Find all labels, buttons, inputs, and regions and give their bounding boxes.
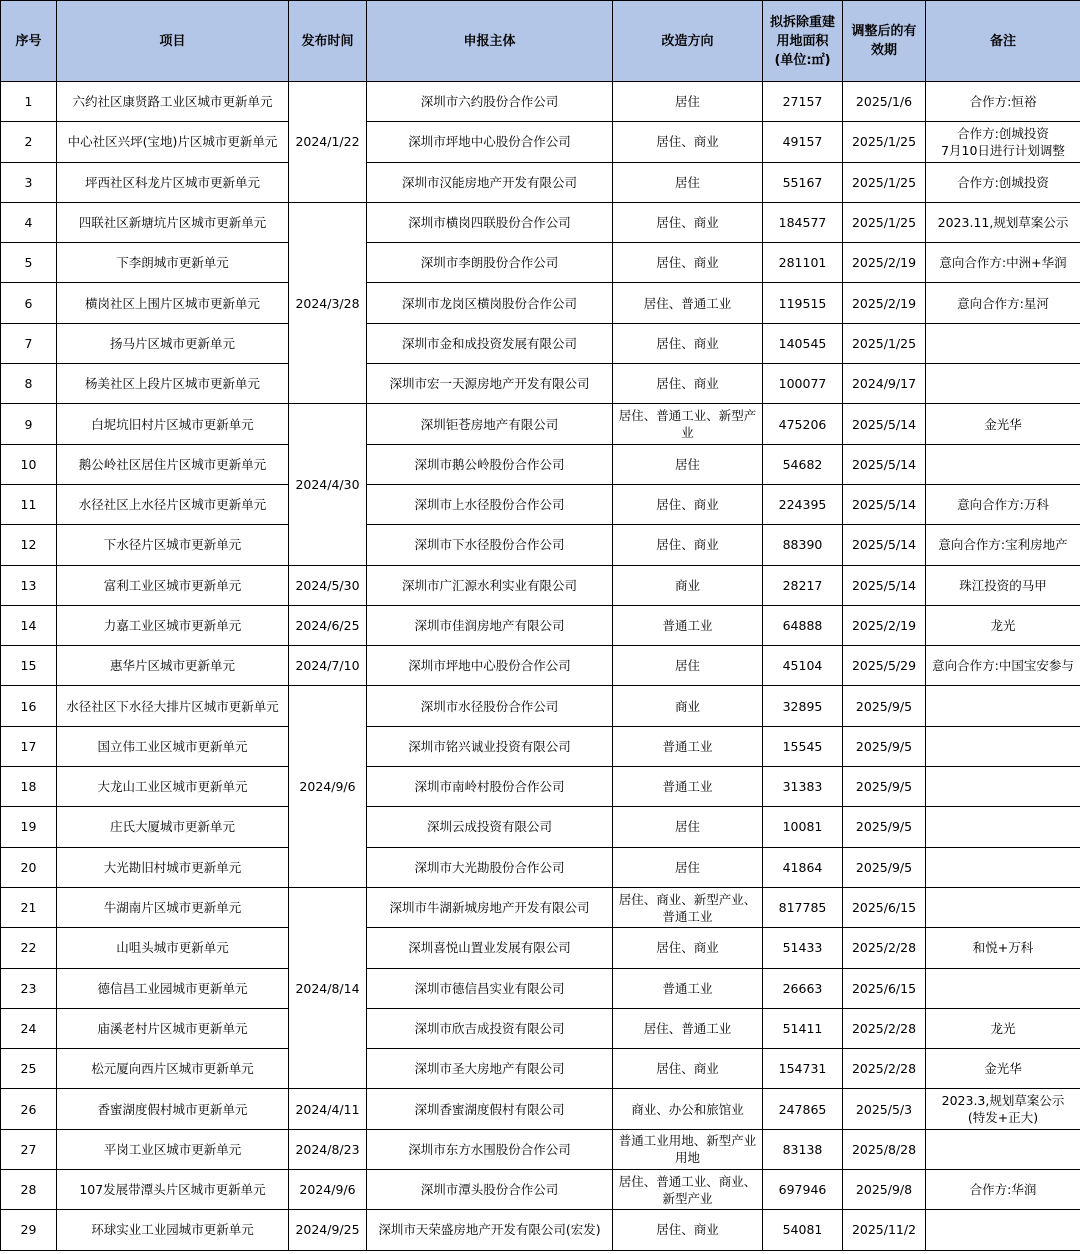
row-project: 下水径片区城市更新单元 — [57, 525, 289, 565]
table-row — [1, 565, 1080, 605]
row-project: 中心社区兴坪(宝地)片区城市更新单元 — [57, 122, 289, 162]
row-applicant: 深圳市下水径股份合作公司 — [367, 525, 613, 565]
table-row — [1, 968, 1080, 1008]
table-row — [1, 1008, 1080, 1048]
row-applicant: 深圳市圣大房地产有限公司 — [367, 1049, 613, 1089]
row-project: 庄氏大厦城市更新单元 — [57, 807, 289, 847]
row-applicant: 深圳香蜜湖度假村有限公司 — [367, 1089, 613, 1129]
row-no: 3 — [1, 162, 57, 202]
row-validity: 2025/1/25 — [843, 202, 926, 242]
row-area: 100077 — [763, 364, 843, 404]
row-validity: 2025/2/28 — [843, 1049, 926, 1089]
row-area: 41864 — [763, 847, 843, 887]
row-remark: 合作方:创城投资 7月10日进行计划调整 — [926, 122, 1080, 162]
row-direction: 居住、普通工业 — [613, 1008, 763, 1048]
row-validity: 2025/6/15 — [843, 887, 926, 927]
row-applicant: 深圳云成投资有限公司 — [367, 807, 613, 847]
table-row — [1, 1210, 1080, 1250]
row-area: 224395 — [763, 484, 843, 524]
row-project: 富利工业区城市更新单元 — [57, 565, 289, 605]
row-validity: 2024/9/17 — [843, 364, 926, 404]
row-no: 26 — [1, 1089, 57, 1129]
row-validity: 2025/5/14 — [843, 484, 926, 524]
row-applicant: 深圳市南岭村股份合作公司 — [367, 767, 613, 807]
table-body — [1, 82, 1080, 1251]
row-validity: 2025/11/2 — [843, 1210, 926, 1250]
row-direction: 居住 — [613, 807, 763, 847]
row-area: 817785 — [763, 887, 843, 927]
row-remark — [926, 968, 1080, 1008]
row-remark: 和悦+万科 — [926, 928, 1080, 968]
row-publish-date: 2024/9/25 — [289, 1210, 367, 1250]
row-no: 19 — [1, 807, 57, 847]
row-remark: 意向合作方:中国宝安参与 — [926, 646, 1080, 686]
row-project: 平岗工业区城市更新单元 — [57, 1129, 289, 1169]
header-area-line1: 拟拆除重建 — [769, 14, 835, 30]
row-no: 14 — [1, 605, 57, 645]
table-row — [1, 283, 1080, 323]
row-remark: 金光华 — [926, 404, 1080, 444]
row-validity: 2025/5/14 — [843, 525, 926, 565]
row-validity: 2025/1/25 — [843, 162, 926, 202]
header-project: 项目 — [57, 1, 289, 82]
row-area: 31383 — [763, 767, 843, 807]
row-applicant: 深圳市广汇源水利实业有限公司 — [367, 565, 613, 605]
row-area: 32895 — [763, 686, 843, 726]
row-applicant: 深圳市汉能房地产开发有限公司 — [367, 162, 613, 202]
row-validity: 2025/6/15 — [843, 968, 926, 1008]
table-row — [1, 686, 1080, 726]
row-no: 18 — [1, 767, 57, 807]
row-applicant: 深圳市天荣盛房地产开发有限公司(宏发) — [367, 1210, 613, 1250]
row-publish-date: 2024/9/6 — [289, 1170, 367, 1210]
row-area: 64888 — [763, 605, 843, 645]
row-project: 白坭坑旧村片区城市更新单元 — [57, 404, 289, 444]
row-remark — [926, 887, 1080, 927]
row-validity: 2025/2/19 — [843, 605, 926, 645]
table-row — [1, 323, 1080, 363]
row-project: 力嘉工业区城市更新单元 — [57, 605, 289, 645]
row-remark — [926, 686, 1080, 726]
row-area: 184577 — [763, 202, 843, 242]
row-publish-date: 2024/6/25 — [289, 605, 367, 645]
row-project: 惠华片区城市更新单元 — [57, 646, 289, 686]
row-validity: 2025/2/28 — [843, 928, 926, 968]
row-validity: 2025/5/14 — [843, 404, 926, 444]
row-project: 松元厦向西片区城市更新单元 — [57, 1049, 289, 1089]
table-row — [1, 807, 1080, 847]
table-row — [1, 525, 1080, 565]
row-no: 25 — [1, 1049, 57, 1089]
row-applicant: 深圳市鹅公岭股份合作公司 — [367, 444, 613, 484]
row-area: 45104 — [763, 646, 843, 686]
row-direction: 居住、商业 — [613, 323, 763, 363]
row-no: 15 — [1, 646, 57, 686]
row-project: 水径社区上水径片区城市更新单元 — [57, 484, 289, 524]
table-row — [1, 364, 1080, 404]
header-row — [1, 1, 1080, 82]
row-direction: 居住、商业 — [613, 202, 763, 242]
table-row — [1, 484, 1080, 524]
row-validity: 2025/8/28 — [843, 1129, 926, 1169]
row-project: 横岗社区上围片区城市更新单元 — [57, 283, 289, 323]
row-project: 坪西社区科龙片区城市更新单元 — [57, 162, 289, 202]
row-project: 牛湖南片区城市更新单元 — [57, 887, 289, 927]
row-direction: 普通工业 — [613, 605, 763, 645]
row-area: 119515 — [763, 283, 843, 323]
row-area: 26663 — [763, 968, 843, 1008]
row-direction: 居住 — [613, 444, 763, 484]
row-project: 大龙山工业区城市更新单元 — [57, 767, 289, 807]
row-remark — [926, 807, 1080, 847]
row-area: 51411 — [763, 1008, 843, 1048]
row-area: 15545 — [763, 726, 843, 766]
row-no: 10 — [1, 444, 57, 484]
row-applicant: 深圳市东方水围股份合作公司 — [367, 1129, 613, 1169]
table-row — [1, 404, 1080, 444]
row-remark: 意向合作方:万科 — [926, 484, 1080, 524]
row-no: 16 — [1, 686, 57, 726]
row-applicant: 深圳市李朗股份合作公司 — [367, 243, 613, 283]
row-project: 水径社区下水径大排片区城市更新单元 — [57, 686, 289, 726]
row-publish-date: 2024/8/14 — [289, 887, 367, 1088]
row-no: 27 — [1, 1129, 57, 1169]
row-direction: 居住、商业、新型产业、普通工业 — [613, 887, 763, 927]
row-direction: 居住、商业 — [613, 364, 763, 404]
row-remark: 2023.11,规划草案公示 — [926, 202, 1080, 242]
row-area: 697946 — [763, 1170, 843, 1210]
row-validity: 2025/9/5 — [843, 807, 926, 847]
row-area: 10081 — [763, 807, 843, 847]
row-applicant: 深圳市佳润房地产有限公司 — [367, 605, 613, 645]
row-remark — [926, 847, 1080, 887]
row-publish-date: 2024/3/28 — [289, 202, 367, 403]
row-applicant: 深圳市金和成投资发展有限公司 — [367, 323, 613, 363]
row-project: 环球实业工业园城市更新单元 — [57, 1210, 289, 1250]
row-project: 下李朗城市更新单元 — [57, 243, 289, 283]
row-direction: 商业 — [613, 565, 763, 605]
row-no: 6 — [1, 283, 57, 323]
table-row — [1, 928, 1080, 968]
row-direction: 普通工业 — [613, 767, 763, 807]
header-area-line2: 用地面积 — [776, 33, 829, 49]
row-direction: 居住、商业 — [613, 1049, 763, 1089]
row-remark: 意向合作方:星河 — [926, 283, 1080, 323]
row-no: 11 — [1, 484, 57, 524]
row-direction: 居住、商业 — [613, 122, 763, 162]
row-remark: 意向合作方:宝利房地产 — [926, 525, 1080, 565]
row-area: 83138 — [763, 1129, 843, 1169]
header-area-line3: (单位:㎡) — [774, 52, 831, 68]
row-project: 107发展带潭头片区城市更新单元 — [57, 1170, 289, 1210]
row-direction: 居住 — [613, 646, 763, 686]
row-validity: 2025/1/6 — [843, 82, 926, 122]
row-direction: 居住、商业 — [613, 484, 763, 524]
table-row — [1, 162, 1080, 202]
row-area: 475206 — [763, 404, 843, 444]
row-direction: 居住 — [613, 162, 763, 202]
row-area: 55167 — [763, 162, 843, 202]
row-validity: 2025/2/19 — [843, 283, 926, 323]
row-validity: 2025/5/14 — [843, 565, 926, 605]
table-header — [1, 1, 1080, 82]
row-project: 山咀头城市更新单元 — [57, 928, 289, 968]
row-publish-date: 2024/4/30 — [289, 404, 367, 565]
row-remark: 合作方:华润 — [926, 1170, 1080, 1210]
row-no: 28 — [1, 1170, 57, 1210]
table-row — [1, 1129, 1080, 1169]
row-remark: 2023.3,规划草案公示 (特发+正大) — [926, 1089, 1080, 1129]
row-publish-date: 2024/9/6 — [289, 686, 367, 887]
table-row — [1, 605, 1080, 645]
row-remark: 珠江投资的马甲 — [926, 565, 1080, 605]
row-direction: 普通工业 — [613, 968, 763, 1008]
row-direction: 居住 — [613, 847, 763, 887]
row-project: 鹅公岭社区居住片区城市更新单元 — [57, 444, 289, 484]
row-validity: 2025/5/29 — [843, 646, 926, 686]
row-no: 12 — [1, 525, 57, 565]
row-direction: 普通工业 — [613, 726, 763, 766]
header-direction: 改造方向 — [613, 1, 763, 82]
table-row — [1, 767, 1080, 807]
row-remark — [926, 444, 1080, 484]
row-applicant: 深圳市水径股份合作公司 — [367, 686, 613, 726]
row-no: 2 — [1, 122, 57, 162]
row-no: 24 — [1, 1008, 57, 1048]
header-area — [763, 1, 843, 82]
row-direction: 居住、普通工业 — [613, 283, 763, 323]
header-publish-date: 发布时间 — [289, 1, 367, 82]
row-applicant: 深圳喜悦山置业发展有限公司 — [367, 928, 613, 968]
row-no: 20 — [1, 847, 57, 887]
row-remark: 龙光 — [926, 605, 1080, 645]
row-direction: 商业、办公和旅馆业 — [613, 1089, 763, 1129]
row-remark: 合作方:创城投资 — [926, 162, 1080, 202]
row-direction: 普通工业用地、新型产业用地 — [613, 1129, 763, 1169]
row-publish-date: 2024/1/22 — [289, 82, 367, 203]
row-no: 9 — [1, 404, 57, 444]
row-project: 大光勘旧村城市更新单元 — [57, 847, 289, 887]
row-direction: 居住、商业 — [613, 928, 763, 968]
row-direction: 居住、普通工业、新型产业 — [613, 404, 763, 444]
row-applicant: 深圳市德信昌实业有限公司 — [367, 968, 613, 1008]
row-no: 22 — [1, 928, 57, 968]
row-project: 德信昌工业园城市更新单元 — [57, 968, 289, 1008]
row-no: 5 — [1, 243, 57, 283]
row-applicant: 深圳市欣吉成投资有限公司 — [367, 1008, 613, 1048]
row-applicant: 深圳钜苍房地产有限公司 — [367, 404, 613, 444]
row-applicant: 深圳市六约股份合作公司 — [367, 82, 613, 122]
row-project: 香蜜湖度假村城市更新单元 — [57, 1089, 289, 1129]
row-project: 杨美社区上段片区城市更新单元 — [57, 364, 289, 404]
row-remark — [926, 1210, 1080, 1250]
row-no: 4 — [1, 202, 57, 242]
table-row — [1, 887, 1080, 927]
row-area: 54682 — [763, 444, 843, 484]
row-project: 扬马片区城市更新单元 — [57, 323, 289, 363]
row-no: 29 — [1, 1210, 57, 1250]
row-no: 1 — [1, 82, 57, 122]
row-no: 23 — [1, 968, 57, 1008]
row-remark: 意向合作方:中洲+华润 — [926, 243, 1080, 283]
row-validity: 2025/1/25 — [843, 122, 926, 162]
table-row — [1, 202, 1080, 242]
row-area: 281101 — [763, 243, 843, 283]
row-validity: 2025/9/5 — [843, 847, 926, 887]
header-validity — [843, 1, 926, 82]
row-remark — [926, 364, 1080, 404]
row-validity: 2025/2/28 — [843, 1008, 926, 1048]
row-publish-date: 2024/5/30 — [289, 565, 367, 605]
row-no: 7 — [1, 323, 57, 363]
row-remark — [926, 726, 1080, 766]
row-applicant: 深圳市横岗四联股份合作公司 — [367, 202, 613, 242]
row-direction: 居住、商业 — [613, 525, 763, 565]
row-validity: 2025/5/3 — [843, 1089, 926, 1129]
row-validity: 2025/5/14 — [843, 444, 926, 484]
header-applicant: 申报主体 — [367, 1, 613, 82]
row-project: 四联社区新塘坑片区城市更新单元 — [57, 202, 289, 242]
row-project: 六约社区康贤路工业区城市更新单元 — [57, 82, 289, 122]
row-validity: 2025/9/5 — [843, 767, 926, 807]
row-no: 13 — [1, 565, 57, 605]
table-row — [1, 726, 1080, 766]
row-remark — [926, 767, 1080, 807]
row-area: 88390 — [763, 525, 843, 565]
header-remark: 备注 — [926, 1, 1080, 82]
row-area: 140545 — [763, 323, 843, 363]
row-area: 51433 — [763, 928, 843, 968]
table-row — [1, 243, 1080, 283]
row-validity: 2025/9/8 — [843, 1170, 926, 1210]
row-project: 国立伟工业区城市更新单元 — [57, 726, 289, 766]
row-area: 28217 — [763, 565, 843, 605]
row-publish-date: 2024/8/23 — [289, 1129, 367, 1169]
row-applicant: 深圳市潭头股份合作公司 — [367, 1170, 613, 1210]
header-validity-line1: 调整后的有 — [851, 24, 917, 39]
row-area: 27157 — [763, 82, 843, 122]
row-no: 17 — [1, 726, 57, 766]
row-applicant: 深圳市牛湖新城房地产开发有限公司 — [367, 887, 613, 927]
table-row — [1, 122, 1080, 162]
row-remark — [926, 1129, 1080, 1169]
row-remark — [926, 323, 1080, 363]
table-row — [1, 444, 1080, 484]
table-row — [1, 1049, 1080, 1089]
row-no: 8 — [1, 364, 57, 404]
row-applicant: 深圳市上水径股份合作公司 — [367, 484, 613, 524]
row-remark: 龙光 — [926, 1008, 1080, 1048]
table-row — [1, 1089, 1080, 1129]
row-area: 49157 — [763, 122, 843, 162]
row-remark: 金光华 — [926, 1049, 1080, 1089]
row-applicant: 深圳市坪地中心股份合作公司 — [367, 122, 613, 162]
row-applicant: 深圳市大光勘股份合作公司 — [367, 847, 613, 887]
row-remark: 合作方:恒裕 — [926, 82, 1080, 122]
row-publish-date: 2024/4/11 — [289, 1089, 367, 1129]
row-validity: 2025/2/19 — [843, 243, 926, 283]
table-row — [1, 1170, 1080, 1210]
row-validity: 2025/9/5 — [843, 686, 926, 726]
table-row — [1, 847, 1080, 887]
table-row — [1, 82, 1080, 122]
table-row — [1, 646, 1080, 686]
row-direction: 居住、普通工业、商业、新型产业 — [613, 1170, 763, 1210]
row-area: 154731 — [763, 1049, 843, 1089]
header-validity-line2: 效期 — [870, 43, 897, 58]
row-publish-date: 2024/7/10 — [289, 646, 367, 686]
row-direction: 商业 — [613, 686, 763, 726]
header-no: 序号 — [1, 1, 57, 82]
row-validity: 2025/9/5 — [843, 726, 926, 766]
row-project: 庙溪老村片区城市更新单元 — [57, 1008, 289, 1048]
row-direction: 居住、商业 — [613, 243, 763, 283]
row-applicant: 深圳市宏一天源房地产开发有限公司 — [367, 364, 613, 404]
row-validity: 2025/1/25 — [843, 323, 926, 363]
row-direction: 居住 — [613, 82, 763, 122]
row-area: 54081 — [763, 1210, 843, 1250]
row-direction: 居住、商业 — [613, 1210, 763, 1250]
row-area: 247865 — [763, 1089, 843, 1129]
row-applicant: 深圳市铭兴诚业投资有限公司 — [367, 726, 613, 766]
row-applicant: 深圳市龙岗区横岗股份合作公司 — [367, 283, 613, 323]
row-no: 21 — [1, 887, 57, 927]
row-applicant: 深圳市坪地中心股份合作公司 — [367, 646, 613, 686]
